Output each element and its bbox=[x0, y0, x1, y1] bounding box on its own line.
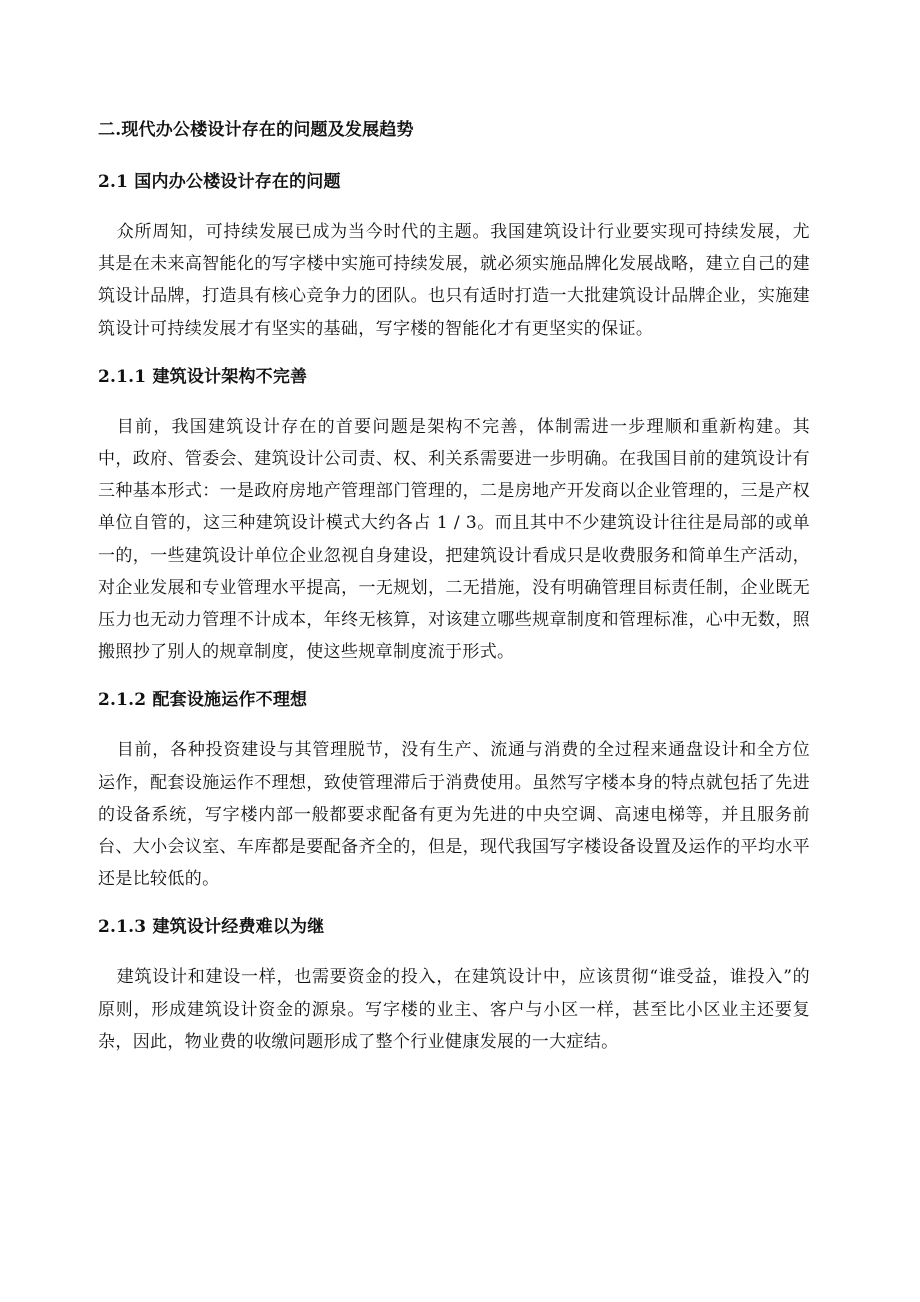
subsection-paragraph-funding: 建筑设计和建设一样，也需要资金的投入，在建筑设计中，应该贯彻“谁受益，谁投入”的原则，形成建筑设计资金的源泉。写字楼的业主、客户与小区一样，甚至比小区业主还要复杂，因此，物业费的收缴问题形成了整个行业健康发展的一大症结。 bbox=[98, 967, 810, 1052]
chapter-title: 二.现代办公楼设计存在的问题及发展趋势 bbox=[98, 120, 414, 140]
subsection-paragraph-architecture: 目前，我国建筑设计存在的首要问题是架构不完善，体制需进一步理顺和重新构建。其中，政府、管委会、建筑设计公司责、权、利关系需要进一步明确。在我国目前的建筑设计有三种基本形式：一是政府房地产管理部门管理的，二是房地产开发商以企业管理的，三是产权单位自管的，这三种建筑设计模式大约各占 1 / 3。而且其中不少建筑设计往往是局部的或单一的，一些建筑设计单位企业忽视自身建设，把建筑设计看成只是收费服务和简单生产活动，对企业发展和专业管理水平提高，一无规划，二无措施，没有明确管理目标责任制，企业既无压力也无动力管理不计成本，年终无核算，对该建立哪些规章制度和管理标准，心中无数，照搬照抄了别人的规章制度，使这些规章制度流于形式。 bbox=[98, 416, 810, 663]
subsection-heading-architecture: 2.1.1 建筑设计架构不完善 bbox=[98, 366, 308, 387]
section-heading: 2.1 国内办公楼设计存在的问题 bbox=[98, 172, 341, 192]
document-body bbox=[98, 112, 810, 1058]
subsection-heading-facilities: 2.1.2 配套设施运作不理想 bbox=[98, 690, 308, 711]
subsection-paragraph-facilities: 目前，各种投资建设与其管理脱节，没有生产、流通与消费的全过程来通盘设计和全方位运作，配套设施运作不理想，致使管理滞后于消费使用。虽然写字楼本身的特点就包括了先进的设备系统，写字楼内部一般都要求配备有更为先进的中央空调、高速电梯等，并且服务前台、大小会议室、车库都是要配备齐全的，但是，现代我国写字楼设备设置及运作的平均水平还是比较低的。 bbox=[98, 740, 810, 890]
section-intro-paragraph: 众所周知，可持续发展已成为当今时代的主题。我国建筑设计行业要实现可持续发展，尤其是在未来高智能化的写字楼中实施可持续发展，就必须实施品牌化发展战略，建立自己的建筑设计品牌，打造具有核心竞争力的团队。也只有适时打造一大批建筑设计品牌企业，实施建筑设计可持续发展才有坚实的基础，写字楼的智能化才有更坚实的保证。 bbox=[98, 222, 810, 339]
subsection-heading-funding: 2.1.3 建筑设计经费难以为继 bbox=[98, 917, 325, 938]
